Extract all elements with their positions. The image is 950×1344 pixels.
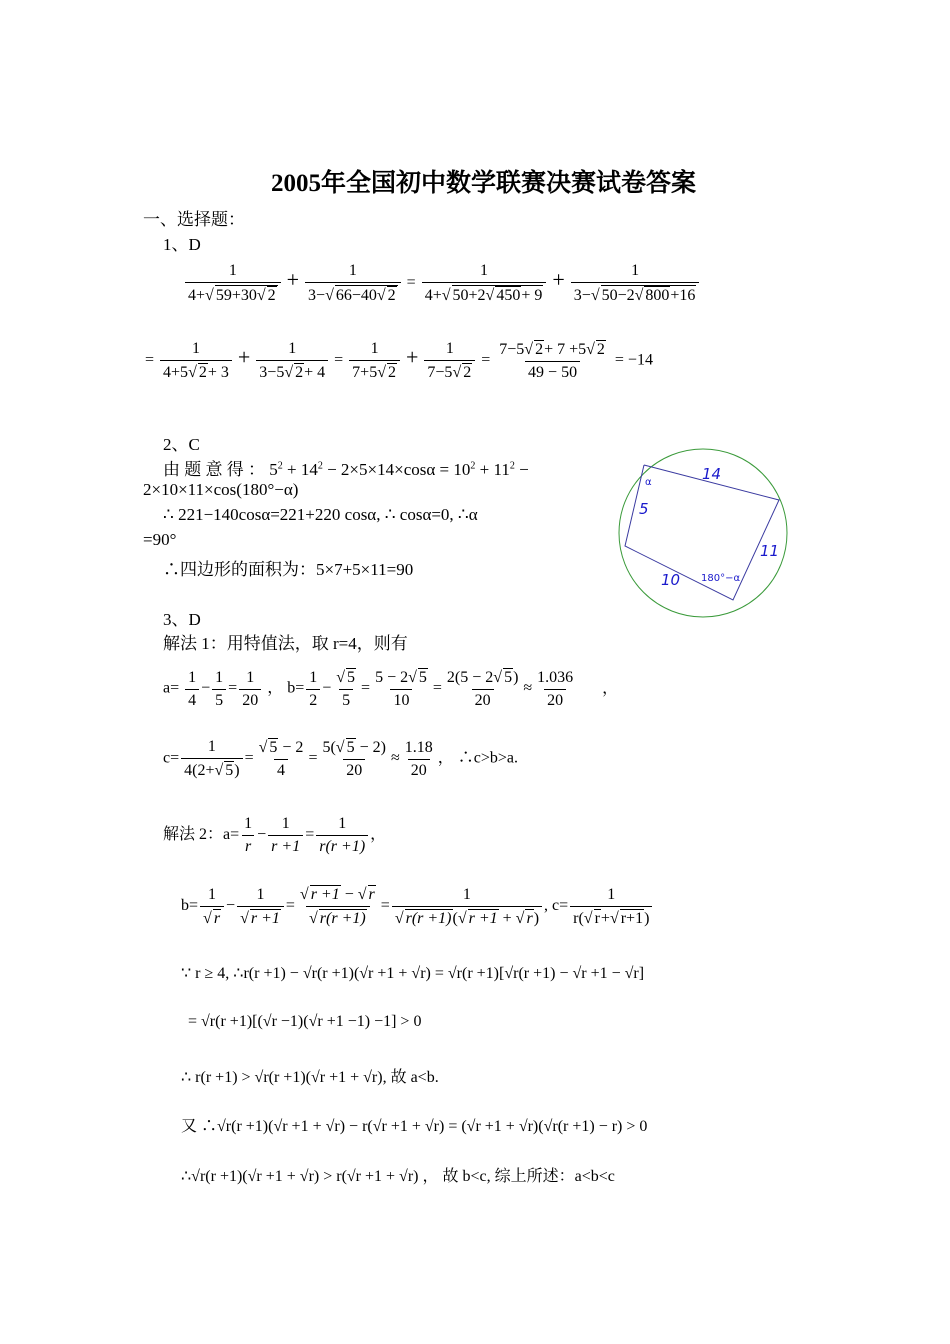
q3-label: 3、D: [163, 610, 201, 629]
section-heading: 一、选择题：: [143, 210, 245, 229]
q1-l1-frac3: $\frac{1}{4+√ 50+2√ 450+ 9}$: [422, 262, 547, 305]
q2-line1: 由 题 意 得 ： $5^2 + 14^2 - 2\times 5\times 14\times\cos\alpha = 10^2 + 11^2$ −: [163, 460, 529, 479]
q3-c-line: c= $\frac{1}{4(2+√ 5)}$ = √ $\frac{5 - 2}{4}$ = $\frac{5(√ 5 - 2)}{20}$ ≈ $\frac{1.18}{20}$ ， ∴c>b>a.: [163, 738, 518, 780]
q1-l1-frac2: $\frac{1}{3-√ 66-40√ 2}$: [305, 262, 401, 305]
q1-line1: $\frac{1}{4+√ 59+30√ 2}$ + $\frac{1}{3-√ 66-40√ 2}$ = $\frac{1}{4+√ 50+2√ 450+ 9}$ + $\frac{1}{3-√ 50-2√ 800+16}$: [183, 262, 701, 305]
q1-l2-frac1: $\frac{1}{4+5√ 2+ 3}$: [160, 340, 232, 382]
side-label-10: 10: [661, 571, 681, 589]
q2-line5: ∴四边形的面积为：5×7+5×11=90: [163, 560, 414, 579]
q3-line-because: ∵ r ≥ 4, ∴r(r +1) − √r(r +1)(√r +1 + √r) = √r(r +1)[√r(r +1) − √r +1 − √r]: [181, 965, 645, 982]
q3-line-eq0: = √r(r +1)[(√r −1)(√r +1 −1) −1] > 0: [188, 1013, 422, 1030]
q3-line-final: ∴√r(r +1)(√r +1 + √r) > r(√r +1 + √r) ， 故 b<c, 综上所述：a<b<c: [181, 1168, 615, 1185]
side-label-11: 11: [760, 542, 780, 560]
q1-label: 1、D: [163, 235, 201, 254]
q1-l2-frac2: $\frac{1}{3-5√ 2+ 4}$: [256, 340, 328, 382]
q3-method1-intro: 解法 1：用特值法，取 r=4，则有: [163, 634, 408, 653]
side-label-5: 5: [639, 500, 649, 518]
q1-l2-frac4: $\frac{1}{7-5√ 2}$: [424, 340, 475, 382]
angle-label-180-alpha: 180°−α: [701, 573, 741, 584]
q3-line-also: 又 ∴√r(r +1)(√r +1 + √r) − r(√r +1 + √r) = (√r +1 + √r)(√r(r +1) − r) > 0: [181, 1118, 648, 1135]
cyclic-quadrilateral-diagram: [615, 442, 795, 622]
q1-l2-frac3: $\frac{1}{7+5√ 2}$: [349, 340, 400, 382]
side-label-14: 14: [702, 465, 722, 483]
q2-line3: ∴ 221−140cosα=221+220 cosα, ∴ cosα=0, ∴α: [163, 505, 478, 524]
page-title: 2005年全国初中数学联赛决赛试卷答案: [271, 170, 697, 197]
q3-a-b-line: a= $\frac{1}{4}$ − $\frac{1}{5}$ = $\frac{1}{20}$ ， b= $\frac{1}{2}$ − √ $\frac{5}{5}$ = $\frac{5 - 2√ 5}{10}$ = $\frac{2(5 - 2√ 5)}{20}$ ≈ $\frac{1.036}{20}$ ，: [163, 668, 618, 710]
angle-label-alpha: α: [645, 477, 652, 488]
q2-label: 2、C: [163, 435, 200, 454]
q3-method2-b-c: b= 1 √ r − 1 √ r +1 = √ r +1 − √ r √ r(r +1) = 1 √ r(r +1)(√ r +1 + √ r) , c= $\frac{1}{r(√ r+√ r+1)}$: [181, 885, 654, 928]
q3-method2-a: 解法 2：a= $\frac{1}{r}$ − $\frac{1}{r +1}$ = $\frac{1}{r(r +1)}$ ，: [163, 815, 387, 855]
q1-line2: = $\frac{1}{4+5√ 2+ 3}$ + $\frac{1}{3-5√ 2+ 4}$ = $\frac{1}{7+5√ 2}$ + $\frac{1}{7-5√ 2}$ = $\frac{7-5√ 2+ 7 +5√ 2}{49 - 50}$ = −14: [145, 340, 653, 382]
q1-l1-frac1: $\frac{1}{4+√ 59+30√ 2}$: [185, 262, 281, 305]
q3-line-therefore: ∴ r(r +1) > √r(r +1)(√r +1 + √r), 故 a<b.: [181, 1069, 439, 1086]
q2-line4: =90°: [143, 530, 177, 549]
q1-l1-frac4: $\frac{1}{3-√ 50-2√ 800+16}$: [571, 262, 700, 305]
q1-l2-frac5: $\frac{7-5√ 2+ 7 +5√ 2}{49 - 50}$: [496, 340, 609, 382]
q2-line2: 2×10×11×cos(180°−α): [143, 480, 299, 499]
